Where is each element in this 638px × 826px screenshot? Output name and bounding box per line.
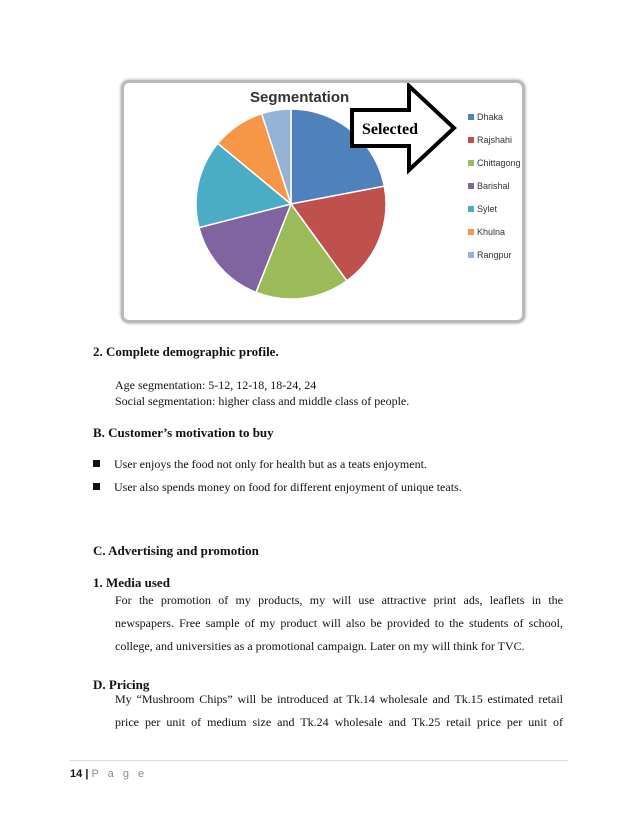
section-c-heading: C. Advertising and promotion (93, 543, 259, 558)
page-label: P a g e (91, 768, 148, 780)
chart-title: Segmentation (250, 89, 350, 106)
legend-label: Rangpur (477, 250, 512, 260)
list-item (93, 480, 462, 495)
legend-label: Barishal (477, 181, 510, 191)
legend-label: Rajshahi (477, 135, 513, 145)
age-segmentation-text: Age segmentation: 5-12, 12-18, 18-24, 24 (115, 378, 317, 392)
social-segmentation-text: Social segmentation: higher class and middle class of people. (115, 394, 410, 408)
pricing-paragraph-line: price per unit of medium size and Tk.24 wholesale and Tk.25 retail price per unit of (115, 715, 563, 729)
footer-separator: | (85, 768, 89, 780)
page-footer (70, 768, 147, 780)
legend-label: Khulna (477, 227, 506, 237)
legend-swatch (468, 229, 474, 235)
legend-swatch (468, 114, 474, 120)
legend-swatch (468, 252, 474, 258)
legend-swatch (468, 183, 474, 189)
pricing-paragraph-line: My “Mushroom Chips” will be introduced at Tk.14 wholesale and Tk.15 estimated retail (115, 692, 563, 706)
media-used-heading: 1. Media used (93, 575, 170, 590)
chart-legend (468, 112, 521, 260)
footer-divider (70, 760, 568, 761)
legend-label: Dhaka (477, 112, 504, 122)
segmentation-chart (121, 80, 525, 323)
legend-label: Chittagong (477, 158, 521, 168)
media-paragraph-line: For the promotion of my products, my will use attractive print ads, leaflets in the (115, 593, 563, 607)
list-item (93, 457, 427, 472)
legend-swatch (468, 206, 474, 212)
legend-label: Sylet (477, 204, 498, 214)
bullet-text: User enjoys the food not only for health but as a teats enjoyment. (114, 457, 427, 471)
section-b-heading: B. Customer’s motivation to buy (93, 425, 274, 440)
segmentation-pie-chart (124, 83, 522, 320)
media-paragraph-line: college, and universities as a promotional campaign. Later on my will think for TVC. (115, 639, 525, 653)
section-2-heading: 2. Complete demographic profile. (93, 344, 279, 359)
bullet-text: User also spends money on food for different enjoyment of unique teats. (114, 480, 462, 494)
selected-label: Selected (362, 121, 418, 138)
section-d-heading: D. Pricing (93, 677, 150, 692)
media-paragraph-line: newspapers. Free sample of my product will also be provided to the students of school, (115, 616, 563, 630)
bullet-square-icon (93, 460, 100, 467)
page-number: 14 (70, 768, 83, 780)
bullet-square-icon (93, 483, 100, 490)
legend-swatch (468, 160, 474, 166)
legend-swatch (468, 137, 474, 143)
